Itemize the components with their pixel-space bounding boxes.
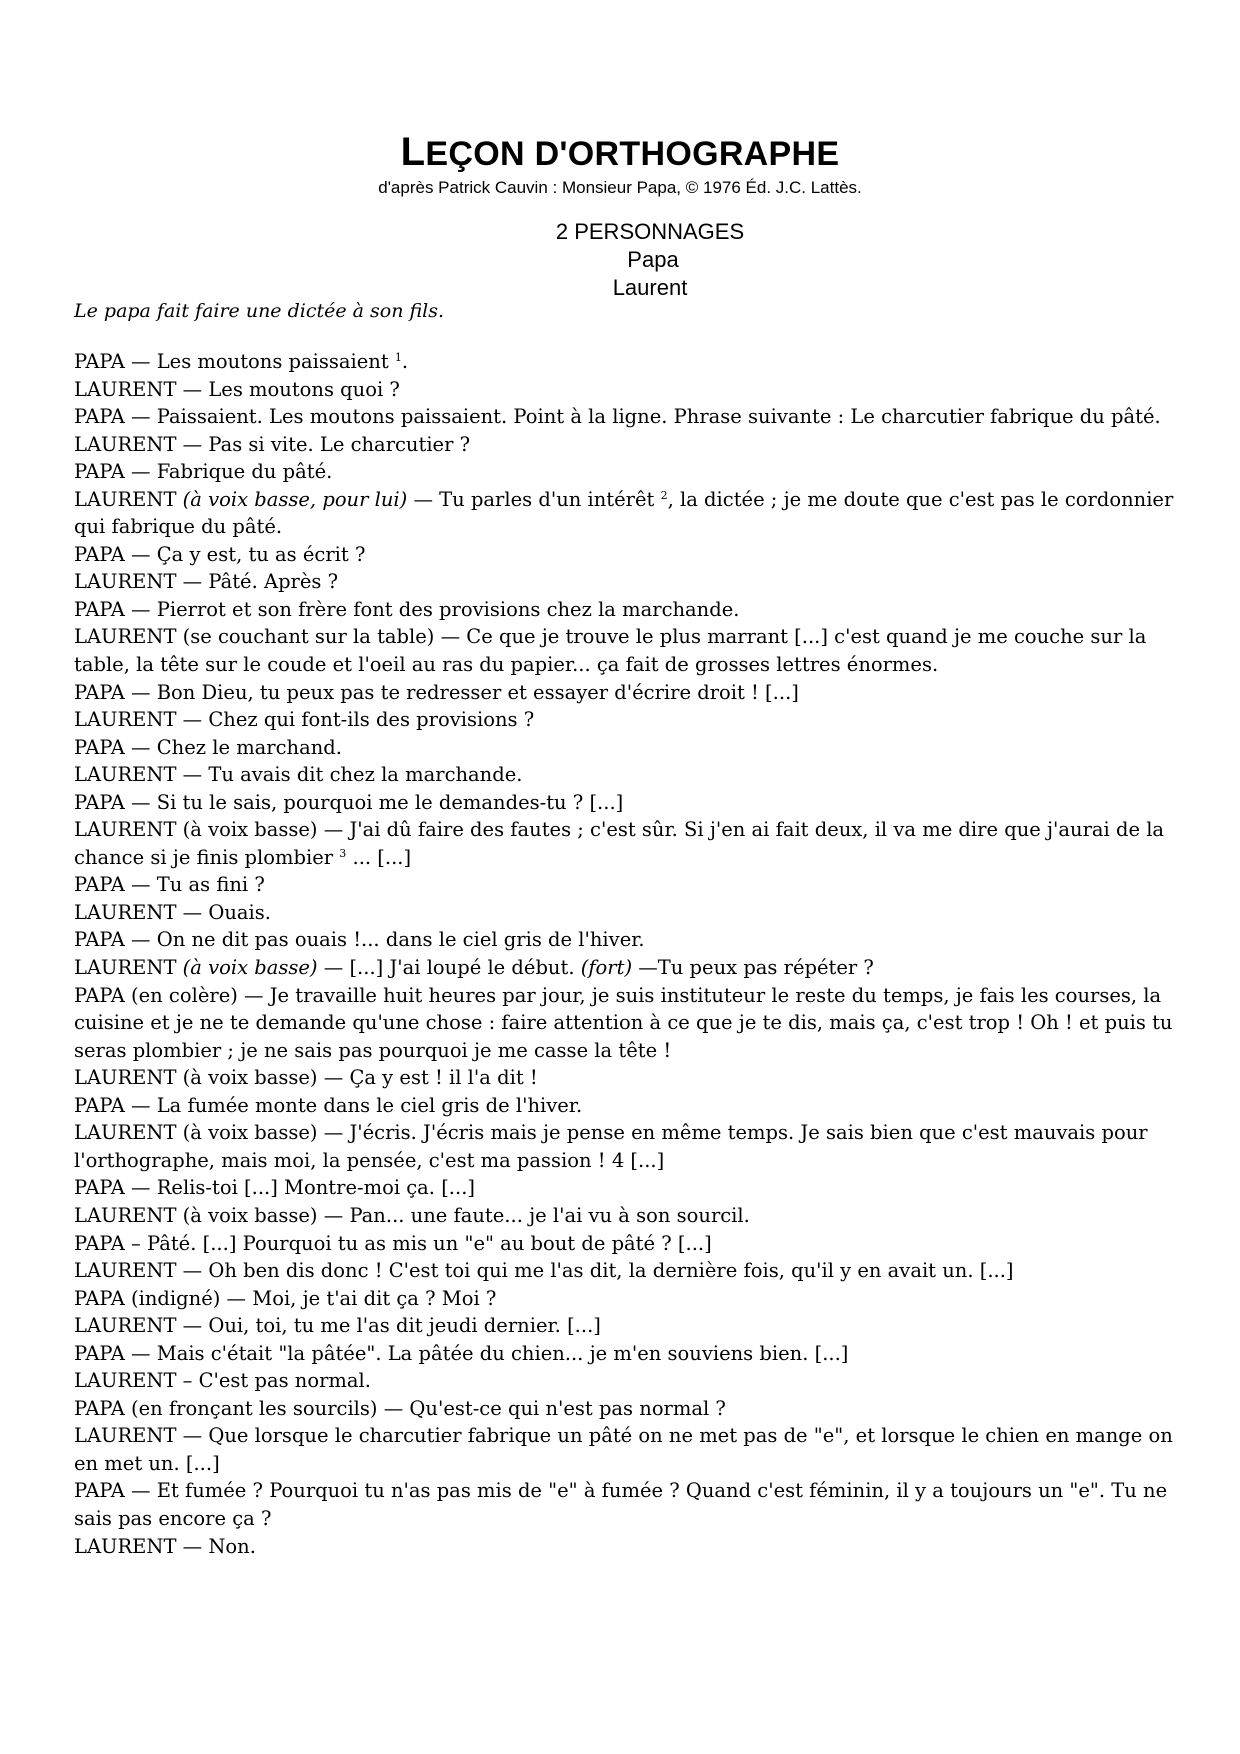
stage-direction-intro: Le papa fait faire une dictée à son fils. <box>74 300 445 322</box>
dialogue-line <box>74 706 1194 734</box>
speaker-name: PAPA <box>74 1341 125 1365</box>
spoken-text-continued: . <box>401 350 409 373</box>
spoken-text: — Tu parles d'un intérêt <box>407 487 661 511</box>
speaker-name: LAURENT <box>74 1534 177 1558</box>
speaker-name: PAPA <box>74 680 125 704</box>
speaker-name: PAPA <box>74 460 125 484</box>
speaker-name: LAURENT <box>74 1259 177 1283</box>
spoken-text: — Chez qui font-ils des provisions ? <box>176 708 535 732</box>
spoken-text: (se couchant sur la table) — Ce que je trouve le plus marrant [...] c'est quand je me couche sur la table, la tête sur le coude et l'oeil au ras du papier... ça fait de grosses lettres énormes. <box>74 625 1147 677</box>
dialogue-line <box>74 458 1194 486</box>
spoken-text: — Ça y est, tu as écrit ? <box>124 542 366 566</box>
speaker-name: LAURENT <box>74 1369 177 1393</box>
footnote-marker: 1 <box>394 351 402 364</box>
dialogue-line <box>74 954 1194 982</box>
speaker-name: LAURENT <box>74 818 177 842</box>
stage-direction: (à voix basse) <box>176 956 318 980</box>
speaker-name: PAPA <box>74 350 125 373</box>
dialogue-line <box>74 431 1194 459</box>
dialogue-line <box>74 1533 1194 1561</box>
footnote-marker: 2 <box>660 488 668 502</box>
spoken-text: — Pierrot et son frère font des provisions chez la marchande. <box>124 597 740 621</box>
spoken-text: — Oui, toi, tu me l'as dit jeudi dernier. [...] <box>176 1314 601 1338</box>
spoken-text: — Paissaient. Les moutons paissaient. Point à la ligne. Phrase suivante : Le charcutier fabrique du pâté. <box>124 405 1161 429</box>
spoken-text: – C'est pas normal. <box>176 1369 371 1393</box>
spoken-text: — Non. <box>176 1534 256 1558</box>
spoken-text: — Mais c'était "la pâtée". La pâtée du chien... je m'en souviens bien. [...] <box>124 1341 849 1365</box>
spoken-text: – Pâté. [...] Pourquoi tu as mis un "e" au bout de pâté ? [...] <box>124 1231 712 1255</box>
dialogue-line <box>74 1092 1194 1120</box>
speaker-name: PAPA <box>74 597 125 621</box>
speaker-name: LAURENT <box>74 432 177 456</box>
dialogue-line <box>74 1477 1194 1532</box>
speaker-name: LAURENT <box>74 900 177 924</box>
spoken-text: (en colère) — Je travaille huit heures par jour, je suis instituteur le reste du temps, je fais les courses, la cuisine et je ne te demande qu'une chose : faire attention à ce que je te dis, mais ça, c'est trop ! Oh ! et puis tu seras plombier ; je ne sais pas pourquoi je me casse la tête ! <box>74 983 1173 1062</box>
speaker-name: LAURENT <box>74 1203 177 1227</box>
speaker-name: PAPA <box>74 1286 125 1310</box>
speaker-name: PAPA <box>74 1479 125 1503</box>
spoken-text-continued: , la dictée ; je me doute que c'est pas le cordonnier qui fabrique du pâté. <box>74 487 1174 539</box>
document-title <box>0 130 1240 175</box>
dialogue-line <box>74 1257 1194 1285</box>
speaker-name: PAPA <box>74 1396 125 1420</box>
spoken-text: — Si tu le sais, pourquoi me le demandes-tu ? [...] <box>124 790 624 814</box>
spoken-text: (à voix basse) — Pan... une faute... je l'ai vu à son sourcil. <box>176 1203 750 1227</box>
source-credit: d'après Patrick Cauvin : Monsieur Papa, © 1976 Éd. J.C. Lattès. <box>378 178 862 197</box>
dialogue-line <box>74 761 1194 789</box>
dialogue-line <box>74 1395 1194 1423</box>
dialogue-line <box>74 541 1194 569</box>
cast-character: Papa <box>627 247 679 272</box>
stage-direction: (à voix basse, pour lui) <box>176 487 408 511</box>
speaker-name: PAPA <box>74 405 125 429</box>
speaker-name: LAURENT <box>74 708 177 732</box>
dialogue-line <box>74 1422 1194 1477</box>
dialogue-line <box>74 1230 1194 1258</box>
dialogue-line <box>74 1285 1194 1313</box>
speaker-name: LAURENT <box>74 487 177 511</box>
spoken-text: (en fronçant les sourcils) — Qu'est-ce qui n'est pas normal ? <box>124 1396 726 1420</box>
spoken-text: — La fumée monte dans le ciel gris de l'hiver. <box>124 1093 583 1117</box>
dialogue-line <box>74 376 1194 404</box>
speaker-name: LAURENT <box>74 956 177 980</box>
speaker-name: LAURENT <box>74 763 177 787</box>
title-initial: L <box>400 130 426 174</box>
spoken-text: — Que lorsque le charcutier fabrique un pâté on ne met pas de "e", et lorsque le chien en mange on en met un. [...] <box>74 1424 1173 1475</box>
spoken-text: — Et fumée ? Pourquoi tu n'as pas mis de "e" à fumée ? Quand c'est féminin, il y a toujours un "e". Tu ne sais pas encore ça ? <box>74 1479 1168 1530</box>
speaker-name: PAPA <box>74 928 125 952</box>
dialogue-line <box>74 899 1194 927</box>
dialogue-line <box>74 348 1194 376</box>
dialogue-line <box>74 679 1194 707</box>
spoken-text-continued: ... [...] <box>346 845 412 869</box>
dialogue-body <box>74 348 1194 1560</box>
dialogue-line <box>74 1174 1194 1202</box>
spoken-text: — Bon Dieu, tu peux pas te redresser et essayer d'écrire droit ! [...] <box>124 680 799 704</box>
dialogue-line <box>74 982 1194 1065</box>
spoken-text: — [...] J'ai loupé le début. <box>317 956 581 980</box>
dialogue-line <box>74 926 1194 954</box>
speaker-name: PAPA <box>74 735 125 759</box>
cast-heading: 2 PERSONNAGES <box>555 219 745 244</box>
speaker-name: LAURENT <box>74 377 177 401</box>
spoken-text: (indigné) — Moi, je t'ai dit ça ? Moi ? <box>124 1286 497 1310</box>
spoken-text: (à voix basse) — Ça y est ! il l'a dit ! <box>176 1066 538 1090</box>
speaker-name: PAPA <box>74 542 125 566</box>
spoken-text: — Fabrique du pâté. <box>124 460 333 484</box>
speaker-name: PAPA <box>74 983 125 1007</box>
dialogue-line <box>74 871 1194 899</box>
cast-list <box>0 218 1240 302</box>
spoken-text: — Ouais. <box>176 900 271 924</box>
dialogue-line <box>74 596 1194 624</box>
dialogue-line <box>74 486 1194 541</box>
dialogue-line <box>74 816 1194 871</box>
stage-direction: (fort) <box>580 956 633 980</box>
speaker-name: LAURENT <box>74 1314 177 1338</box>
speaker-name: LAURENT <box>74 1121 177 1145</box>
speaker-name: PAPA <box>74 1176 125 1200</box>
speaker-name: LAURENT <box>74 625 177 649</box>
speaker-name: PAPA <box>74 1231 125 1255</box>
speaker-name: PAPA <box>74 1093 125 1117</box>
dialogue-line <box>74 403 1194 431</box>
spoken-text: — Relis-toi [...] Montre-moi ça. [...] <box>124 1176 476 1200</box>
speaker-name: LAURENT <box>74 1424 177 1448</box>
dialogue-line <box>74 1367 1194 1395</box>
dialogue-line <box>74 789 1194 817</box>
spoken-text: — Tu as fini ? <box>124 873 265 897</box>
dialogue-line <box>74 734 1194 762</box>
spoken-text: — Pas si vite. Le charcutier ? <box>176 432 471 456</box>
title-rest: EÇON D'ORTHOGRAPHE <box>425 135 840 173</box>
spoken-text: — On ne dit pas ouais !... dans le ciel gris de l'hiver. <box>124 928 645 952</box>
spoken-text: — Les moutons paissaient <box>124 350 395 373</box>
speaker-name: PAPA <box>74 790 125 814</box>
speaker-name: LAURENT <box>74 570 177 594</box>
speaker-name: LAURENT <box>74 1066 177 1090</box>
spoken-text: (à voix basse) — J'ai dû faire des fautes ; c'est sûr. Si j'en ai fait deux, il va me dire que j'aurai de la chance si je finis plombier <box>74 818 1165 869</box>
dialogue-line <box>74 623 1194 678</box>
dialogue-line <box>74 1064 1194 1092</box>
spoken-text: — Oh ben dis donc ! C'est toi qui me l'as dit, la dernière fois, qu'il y en avait un. [...] <box>176 1259 1014 1283</box>
cast-character: Laurent <box>612 275 688 300</box>
spoken-text: (à voix basse) — J'écris. J'écris mais je pense en même temps. Je sais bien que c'est mauvais pour l'orthographe, mais moi, la pensée, c'est ma passion ! 4 [...] <box>74 1121 1148 1172</box>
dialogue-line <box>74 568 1194 596</box>
spoken-text-continued: —Tu peux pas répéter ? <box>632 956 874 980</box>
footnote-marker: 3 <box>339 846 347 860</box>
dialogue-line <box>74 1202 1194 1230</box>
spoken-text: — Pâté. Après ? <box>176 570 339 594</box>
dialogue-line <box>74 1119 1194 1174</box>
spoken-text: — Chez le marchand. <box>124 735 342 759</box>
spoken-text: — Tu avais dit chez la marchande. <box>176 763 523 787</box>
dialogue-line <box>74 1312 1194 1340</box>
speaker-name: PAPA <box>74 873 125 897</box>
spoken-text: — Les moutons quoi ? <box>176 377 400 401</box>
dialogue-line <box>74 1340 1194 1368</box>
